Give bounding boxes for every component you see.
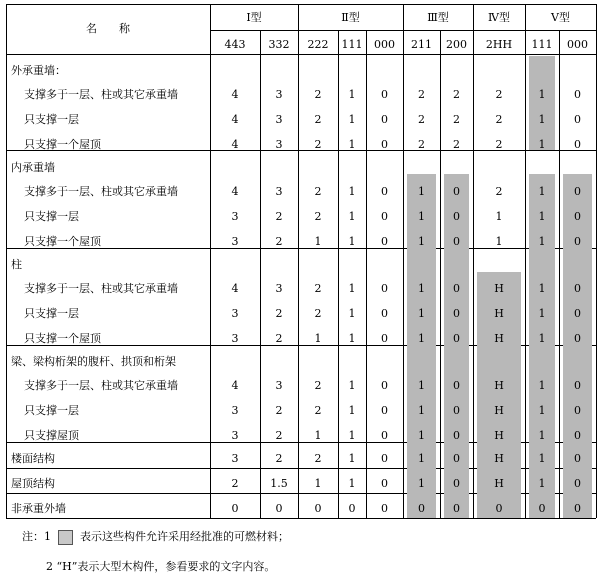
table-cell: 2	[495, 138, 503, 151]
shaded-cell	[529, 56, 555, 150]
table-cell: 1	[538, 429, 546, 442]
table-cell: 4	[231, 138, 239, 151]
table-cell: 1	[538, 477, 546, 490]
note-1-label: 注：1	[22, 530, 51, 543]
column-divider	[366, 30, 367, 518]
table-cell: 2	[314, 452, 322, 465]
table-cell: 1.5	[270, 477, 288, 490]
table-cell: 4	[231, 88, 239, 101]
table-cell: 0	[381, 477, 388, 490]
column-divider	[596, 4, 597, 518]
column-divider	[338, 30, 339, 518]
table-cell: 0	[574, 282, 581, 295]
table-cell: 0	[381, 210, 388, 223]
table-cell: 3	[231, 452, 239, 465]
table-cell: 0	[381, 138, 388, 151]
table-cell: 1	[348, 379, 356, 392]
table-cell: 0	[453, 452, 460, 465]
header-type-label: Ⅱ型	[341, 11, 360, 24]
table-cell: 0	[381, 429, 388, 442]
table-cell: 2	[231, 477, 239, 490]
table-cell: 0	[453, 185, 460, 198]
section-title: 梁、梁构桁架的腹杆、拱顶和桁架	[11, 355, 176, 368]
section-title: 柱	[11, 258, 22, 271]
column-divider	[260, 30, 261, 518]
row-divider	[6, 54, 596, 55]
table-cell: 1	[538, 235, 546, 248]
table-cell: 1	[314, 429, 322, 442]
table-cell: 3	[231, 307, 239, 320]
table-cell: 4	[231, 185, 239, 198]
table-cell: 2	[314, 185, 322, 198]
table-cell: 1	[495, 235, 503, 248]
table-cell: 0	[453, 379, 460, 392]
table-cell: 0	[348, 502, 356, 515]
column-divider	[6, 4, 7, 518]
header-code-label: 111	[341, 38, 363, 51]
table-cell: 1	[348, 404, 356, 417]
table-cell: H	[494, 452, 504, 465]
table-cell: 0	[453, 502, 460, 515]
table-cell: 2	[495, 113, 503, 126]
row-divider	[6, 4, 596, 5]
column-divider	[440, 30, 441, 518]
row-label: 只支撑一个屋顶	[24, 332, 101, 345]
table-cell: 2	[275, 452, 283, 465]
table-cell: 2	[314, 113, 322, 126]
table-cell: 1	[348, 210, 356, 223]
table-cell: 0	[381, 113, 388, 126]
table-cell: 0	[453, 307, 460, 320]
table-cell: 0	[574, 185, 581, 198]
table-cell: 1	[348, 282, 356, 295]
header-code-label: 443	[224, 38, 246, 51]
table-cell: 1	[348, 429, 356, 442]
row-label: 只支撑一层	[24, 210, 79, 223]
table-cell: 1	[418, 282, 425, 295]
table-cell: 1	[538, 113, 546, 126]
table-cell: 2	[314, 282, 322, 295]
table-cell: 0	[381, 379, 388, 392]
table-cell: 2	[314, 88, 322, 101]
table-cell: 0	[381, 282, 388, 295]
header-code-label: 111	[531, 38, 553, 51]
table-cell: 0	[574, 210, 581, 223]
table-cell: 2	[314, 210, 322, 223]
table-cell: 0	[381, 185, 388, 198]
table-cell: 0	[453, 282, 460, 295]
header-code-label: 332	[268, 38, 290, 51]
table-cell: 0	[453, 404, 460, 417]
table-cell: 1	[418, 429, 425, 442]
row-label: 支撑多于一层、柱或其它承重墙	[24, 88, 178, 101]
table-cell: 0	[381, 332, 388, 345]
row-label: 只支撑一层	[24, 113, 79, 126]
table-cell: 4	[231, 379, 239, 392]
table-cell: 2	[275, 404, 283, 417]
table-cell: 0	[574, 502, 581, 515]
shaded-cell	[444, 174, 469, 518]
table-cell: 1	[538, 332, 546, 345]
table-cell: 0	[574, 404, 581, 417]
table-cell: H	[494, 282, 504, 295]
table-cell: 1	[538, 282, 546, 295]
table-cell: 0	[275, 502, 283, 515]
table-cell: 2	[275, 235, 283, 248]
table-cell: 0	[453, 210, 460, 223]
table-cell: 1	[418, 379, 425, 392]
table-cell: 1	[538, 185, 546, 198]
header-type-label: Ⅴ型	[551, 11, 570, 24]
table-cell: 1	[348, 332, 356, 345]
table-cell: 1	[418, 477, 425, 490]
table-cell: 1	[538, 88, 546, 101]
header-code-label: 211	[411, 38, 432, 51]
row-divider	[6, 518, 596, 519]
table-cell: 0	[574, 88, 581, 101]
table-cell: 1	[348, 113, 356, 126]
table-cell: 2	[495, 185, 503, 198]
note-1-text: 表示这些构件允许采用经批准的可燃材料；	[80, 530, 289, 543]
table-cell: 1	[348, 185, 356, 198]
table-cell: 3	[275, 282, 283, 295]
table-cell: 0	[418, 502, 425, 515]
table-cell: 2	[314, 379, 322, 392]
table-cell: 0	[381, 235, 388, 248]
table-cell: 3	[231, 404, 239, 417]
table-cell: 0	[314, 502, 322, 515]
table-cell: 3	[231, 429, 239, 442]
row-label: 支撑多于一层、柱或其它承重墙	[24, 282, 178, 295]
section-title: 外承重墙：	[11, 64, 66, 77]
table-cell: 3	[275, 88, 283, 101]
table-cell: 1	[418, 332, 425, 345]
table-cell: 1	[538, 307, 546, 320]
table-cell: 1	[418, 185, 425, 198]
table-cell: 2	[275, 332, 283, 345]
table-cell: 2	[275, 307, 283, 320]
row-label: 只支撑一层	[24, 307, 79, 320]
table-cell: 2	[453, 88, 460, 101]
table-cell: 0	[381, 404, 388, 417]
table-cell: 2	[418, 138, 425, 151]
table-cell: 2	[275, 210, 283, 223]
table-cell: 3	[231, 210, 239, 223]
table-cell: 0	[495, 502, 503, 515]
table-cell: 2	[418, 113, 425, 126]
row-label: 只支撑一个屋顶	[24, 138, 101, 151]
table-cell: 3	[275, 185, 283, 198]
table-cell: 1	[348, 235, 356, 248]
table-cell: 0	[381, 88, 388, 101]
table-cell: 2	[418, 88, 425, 101]
table-cell: 0	[381, 307, 388, 320]
table-cell: 0	[381, 502, 388, 515]
table-cell: 4	[231, 113, 239, 126]
table-cell: 1	[348, 452, 356, 465]
row-label: 屋顶结构	[11, 477, 55, 490]
table-cell: 3	[275, 113, 283, 126]
table-cell: 1	[314, 332, 322, 345]
shaded-cell	[563, 174, 592, 518]
table-cell: 0	[381, 452, 388, 465]
header-type-label: Ⅰ型	[246, 11, 262, 24]
header-code-label: 000	[567, 38, 588, 51]
row-label: 楼面结构	[11, 452, 55, 465]
table-cell: 1	[418, 307, 425, 320]
table-cell: 0	[574, 235, 581, 248]
table-cell: 1	[314, 235, 322, 248]
table-cell: 0	[453, 477, 460, 490]
table-cell: 2	[314, 138, 322, 151]
table-cell: 0	[574, 429, 581, 442]
table-cell: 0	[453, 429, 460, 442]
header-code-label: 2HH	[485, 38, 513, 51]
section-title: 内承重墙	[11, 161, 55, 174]
row-label: 支撑多于一层、柱或其它承重墙	[24, 379, 178, 392]
table-cell: 1	[538, 404, 546, 417]
table-cell: H	[494, 379, 504, 392]
table-cell: 1	[418, 235, 425, 248]
table-cell: 1	[538, 452, 546, 465]
header-code-label: 200	[446, 38, 467, 51]
table-cell: 0	[574, 379, 581, 392]
table-cell: 1	[348, 88, 356, 101]
table-cell: 0	[574, 113, 581, 126]
table-cell: 0	[453, 332, 460, 345]
table-cell: H	[494, 404, 504, 417]
row-label: 只支撑一个屋顶	[24, 235, 101, 248]
table-cell: 1	[418, 210, 425, 223]
table-cell: H	[494, 477, 504, 490]
row-label: 只支撑屋顶	[24, 429, 79, 442]
table-cell: 1	[348, 477, 356, 490]
row-label: 只支撑一层	[24, 404, 79, 417]
note-2-text: 2 “H”表示大型木构件，参看要求的文字内容。	[46, 560, 276, 573]
table-cell: 0	[574, 332, 581, 345]
table-cell: 0	[574, 307, 581, 320]
table-cell: 1	[418, 404, 425, 417]
table-cell: 3	[231, 332, 239, 345]
table-cell: 2	[453, 138, 460, 151]
table-cell: 4	[231, 282, 239, 295]
table-cell: 0	[453, 235, 460, 248]
table-cell: 0	[574, 477, 581, 490]
table-cell: H	[494, 332, 504, 345]
table-cell: 2	[453, 113, 460, 126]
header-type-label: Ⅳ型	[488, 11, 510, 24]
table-cell: 0	[574, 138, 581, 151]
table-cell: 1	[418, 452, 425, 465]
table-cell: 3	[231, 235, 239, 248]
table-cell: H	[494, 429, 504, 442]
table-cell: 1	[314, 477, 322, 490]
shaded-box-icon	[58, 530, 73, 545]
table-cell: 1	[348, 138, 356, 151]
table-cell: 2	[314, 404, 322, 417]
table-cell: 1	[348, 307, 356, 320]
table-cell: 1	[538, 210, 546, 223]
table-cell: 3	[275, 138, 283, 151]
table-cell: 1	[495, 210, 503, 223]
table-cell: 1	[538, 138, 546, 151]
column-divider	[559, 30, 560, 518]
table-cell: 3	[275, 379, 283, 392]
row-label: 支撑多于一层、柱或其它承重墙	[24, 185, 178, 198]
shaded-cell	[529, 174, 555, 518]
header-code-label: 222	[307, 38, 329, 51]
header-name: 名 称	[86, 22, 130, 35]
table-cell: 2	[495, 88, 503, 101]
header-type-label: Ⅲ型	[427, 11, 449, 24]
header-code-label: 000	[374, 38, 395, 51]
table-cell: 1	[538, 379, 546, 392]
table-cell: 0	[538, 502, 546, 515]
table-cell: 0	[574, 452, 581, 465]
table-cell: H	[494, 307, 504, 320]
table-cell: 0	[231, 502, 239, 515]
table-cell: 2	[275, 429, 283, 442]
shaded-cell	[407, 174, 436, 518]
table-cell: 2	[314, 307, 322, 320]
row-label: 非承重外墙	[11, 502, 66, 515]
